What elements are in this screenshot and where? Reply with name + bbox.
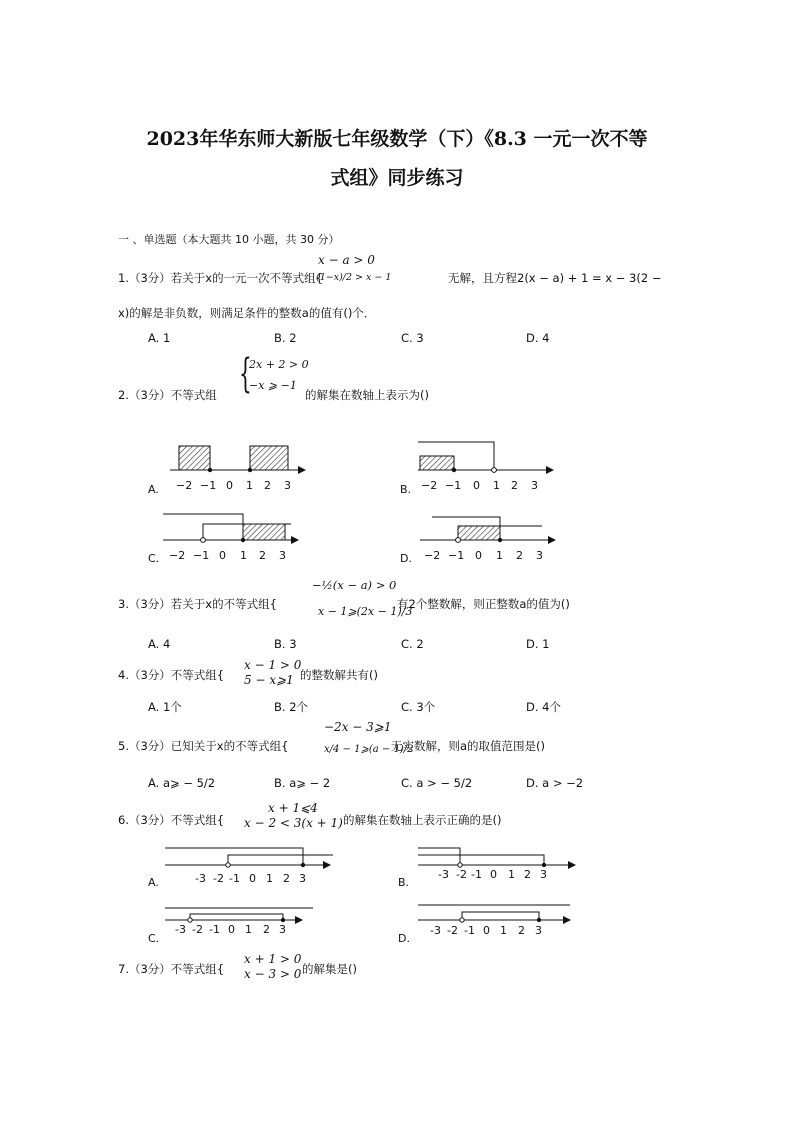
q2b-tick-neg2: −2 — [421, 479, 438, 492]
q2d-tick-neg1: −1 — [448, 549, 465, 562]
q2b-tick-1: 1 — [493, 479, 500, 492]
q5-option-d[interactable]: D. a > −2 — [526, 776, 584, 790]
q3-option-c[interactable]: C. 2 — [401, 637, 424, 651]
q6d-tick-0: 0 — [483, 924, 490, 937]
q2-prefix: 2.（3分）不等式组 — [118, 388, 217, 402]
q6c-tick-0: 0 — [228, 923, 235, 936]
q1-option-b[interactable]: B. 2 — [274, 331, 297, 345]
q1-middle: 无解，且方程2(x − a) + 1 = x − 3(2 − — [448, 271, 662, 285]
q2c-tick-neg1: −1 — [193, 549, 210, 562]
q6-suffix: 的解集在数轴上表示正确的是() — [343, 813, 502, 827]
q2-system-top: 2x + 2 > 0 — [249, 358, 309, 371]
q2-numberline-d — [420, 510, 560, 565]
q7-suffix: 的解集是() — [302, 962, 357, 976]
q5-option-c[interactable]: C. a > − 5/2 — [401, 776, 473, 790]
q2-system-bottom: −x ⩾ −1 — [249, 379, 297, 392]
q4-prefix: 4.（3分）不等式组{ — [118, 668, 225, 682]
q1-option-a[interactable]: A. 1 — [148, 331, 171, 345]
q7-prefix: 7.（3分）不等式组{ — [118, 962, 225, 976]
q7-system-bottom: x − 3 > 0 — [244, 967, 302, 981]
q3-option-a[interactable]: A. 4 — [148, 637, 171, 651]
q1-option-d[interactable]: D. 4 — [526, 331, 550, 345]
q6c-tick-neg1: -1 — [209, 923, 220, 936]
q6-option-a[interactable]: A. — [148, 876, 159, 889]
q3-system-bottom: x − 1⩾(2x − 1)/3 — [318, 605, 413, 618]
q2c-tick-2: 2 — [259, 549, 266, 562]
q3-suffix: 有2个整数解，则正整数a的值为() — [397, 597, 570, 611]
q2-suffix: 的解集在数轴上表示为() — [305, 388, 429, 402]
q6-system-bottom: x − 2 < 3(x + 1) — [244, 816, 343, 830]
q6-option-c[interactable]: C. — [148, 932, 160, 945]
q3-option-b[interactable]: B. 3 — [274, 637, 297, 651]
q2-numberline-c — [163, 510, 303, 565]
q2b-tick-neg1: −1 — [445, 479, 462, 492]
q1-system-top: x − a > 0 — [318, 253, 375, 267]
q6d-tick-3: 3 — [535, 924, 542, 937]
q7-system-top: x + 1 > 0 — [244, 952, 302, 966]
q6b-tick-0: 0 — [490, 868, 497, 881]
q6b-tick-neg1: -1 — [471, 868, 482, 881]
q4-system-bottom: 5 − x⩾1 — [244, 673, 294, 687]
q2d-tick-3: 3 — [536, 549, 543, 562]
q6d-tick-neg2: -2 — [447, 924, 458, 937]
q6a-tick-neg1: -1 — [229, 872, 240, 885]
q2a-tick-neg2: −2 — [176, 479, 193, 492]
q2a-tick-neg1: −1 — [200, 479, 217, 492]
q2d-tick-2: 2 — [516, 549, 523, 562]
q5-prefix: 5.（3分）已知关于x的不等式组{ — [118, 739, 289, 753]
q6b-tick-neg3: -3 — [438, 868, 449, 881]
q1-prefix: 1.（3分）若关于x的一元一次不等式组{ — [118, 271, 323, 285]
q1-option-c[interactable]: C. 3 — [401, 331, 424, 345]
q6-prefix: 6.（3分）不等式组{ — [118, 813, 225, 827]
q6a-tick-3: 3 — [299, 872, 306, 885]
q6-numberline-a — [165, 845, 340, 890]
q6-numberline-d — [418, 900, 578, 945]
q6-numberline-c — [165, 900, 325, 945]
q6-system-top: x + 1⩽4 — [268, 801, 318, 815]
q6d-tick-neg1: -1 — [464, 924, 475, 937]
q6a-tick-neg3: -3 — [195, 872, 206, 885]
q6b-tick-3: 3 — [540, 868, 547, 881]
q6c-tick-neg2: -2 — [192, 923, 203, 936]
q2-option-b[interactable]: B. — [400, 483, 412, 496]
q2a-tick-1: 1 — [246, 479, 253, 492]
q2c-tick-0: 0 — [219, 549, 226, 562]
q6c-tick-3: 3 — [279, 923, 286, 936]
q1-system-bottom: (1−x)/2 > x − 1 — [316, 272, 392, 283]
q6b-tick-1: 1 — [508, 868, 515, 881]
q4-option-a[interactable]: A. 1个 — [148, 700, 182, 714]
q6a-tick-0: 0 — [249, 872, 256, 885]
q2d-tick-0: 0 — [475, 549, 482, 562]
q5-system-top: −2x − 3⩾1 — [324, 720, 392, 734]
document-title-line2: 式组》同步练习 — [330, 167, 464, 189]
q6a-tick-1: 1 — [266, 872, 273, 885]
q4-system-top: x − 1 > 0 — [244, 658, 302, 672]
q6-option-d[interactable]: D. — [398, 932, 410, 945]
q2-numberline-a — [170, 440, 310, 495]
q2a-tick-3: 3 — [284, 479, 291, 492]
q6c-tick-1: 1 — [245, 923, 252, 936]
q6c-tick-neg3: -3 — [175, 923, 186, 936]
q2d-tick-1: 1 — [496, 549, 503, 562]
q2-option-a[interactable]: A. — [148, 483, 159, 496]
q5-option-b[interactable]: B. a⩾ − 2 — [274, 776, 331, 790]
q2a-tick-2: 2 — [264, 479, 271, 492]
q2-option-c[interactable]: C. — [148, 552, 160, 565]
q6a-tick-2: 2 — [283, 872, 290, 885]
q6-option-b[interactable]: B. — [398, 876, 410, 889]
q2b-tick-3: 3 — [531, 479, 538, 492]
q3-option-d[interactable]: D. 1 — [526, 637, 550, 651]
q5-system-bottom: x/4 − 1⩾(a − 1)/2 — [324, 744, 414, 755]
section-heading: 一 、单选题（本大题共 10 小题，共 30 分） — [118, 233, 340, 246]
q5-option-a[interactable]: A. a⩾ − 5/2 — [148, 776, 216, 790]
q6d-tick-1: 1 — [500, 924, 507, 937]
q2b-tick-2: 2 — [511, 479, 518, 492]
q6d-tick-2: 2 — [518, 924, 525, 937]
document-title-line1: 2023年华东师大新版七年级数学（下）《8.3 一元一次不等 — [146, 128, 648, 150]
q6b-tick-neg2: -2 — [456, 868, 467, 881]
q2-brace: { — [239, 351, 252, 397]
q3-system-top: −½(x − a) > 0 — [312, 578, 397, 592]
q6c-tick-2: 2 — [263, 923, 270, 936]
q2-numberline-b — [418, 440, 558, 495]
q3-prefix: 3.（3分）若关于x的不等式组{ — [118, 597, 277, 611]
q2c-tick-neg2: −2 — [169, 549, 186, 562]
q2a-tick-0: 0 — [226, 479, 233, 492]
q4-option-b[interactable]: B. 2个 — [274, 700, 309, 714]
q2c-tick-3: 3 — [279, 549, 286, 562]
q4-suffix: 的整数解共有() — [300, 668, 378, 682]
q5-suffix: 无实数解，则a的取值范围是() — [391, 739, 546, 753]
q6d-tick-neg3: -3 — [430, 924, 441, 937]
q2b-tick-0: 0 — [473, 479, 480, 492]
q2c-tick-1: 1 — [240, 549, 247, 562]
q6b-tick-2: 2 — [524, 868, 531, 881]
q2d-tick-neg2: −2 — [424, 549, 441, 562]
q1-line2: x)的解是非负数，则满足条件的整数a的值有()个． — [118, 306, 376, 320]
q4-option-d[interactable]: D. 4个 — [526, 700, 561, 714]
q6a-tick-neg2: -2 — [213, 872, 224, 885]
q4-option-c[interactable]: C. 3个 — [401, 700, 436, 714]
q2-option-d[interactable]: D. — [400, 552, 412, 565]
q6-numberline-b — [418, 845, 578, 890]
